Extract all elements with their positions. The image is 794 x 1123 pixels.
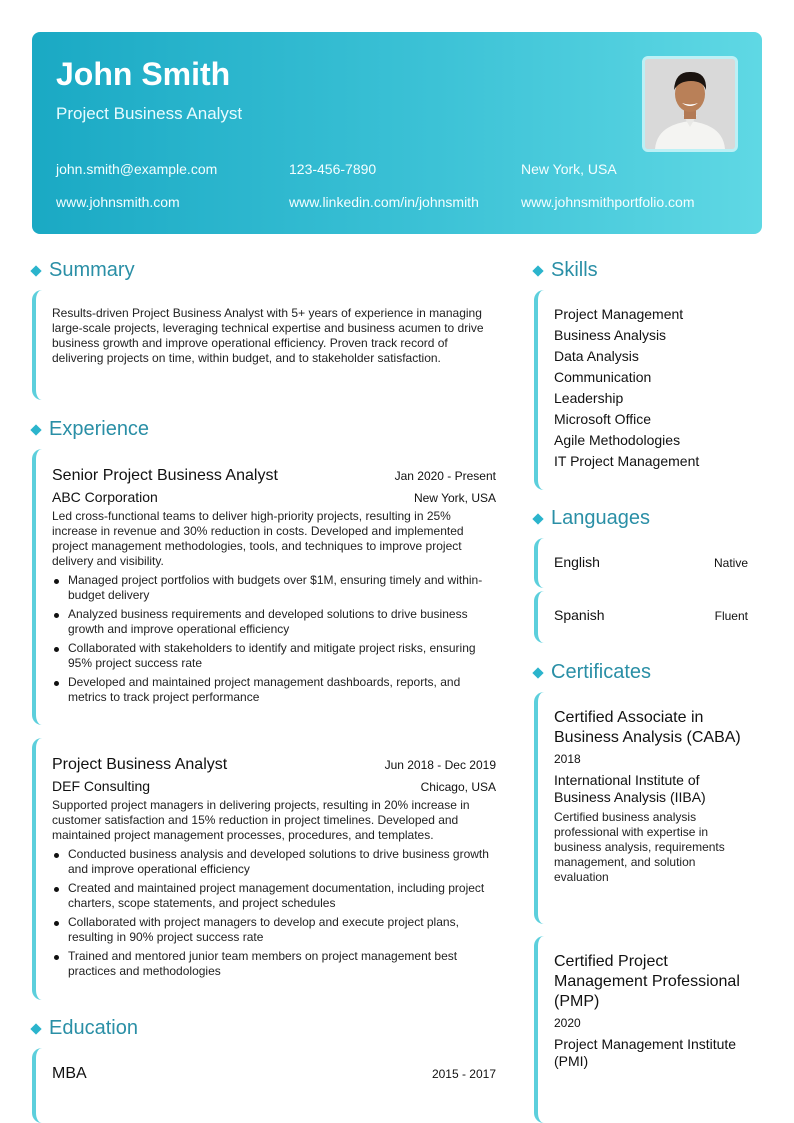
certificate-item xyxy=(534,692,748,924)
languages-heading xyxy=(534,507,650,530)
summary-card xyxy=(32,290,496,400)
list-item: Collaborated with project managers to develop and execute project plans, resulting in 90% project success rate xyxy=(52,915,496,945)
skill-item: Agile Methodologies xyxy=(554,432,681,448)
diamond-icon xyxy=(30,424,41,435)
diamond-icon xyxy=(30,1023,41,1034)
skill-item: Business Analysis xyxy=(554,327,667,343)
skills-title: Skills xyxy=(551,259,598,281)
certificate-org: Project Management Institute (PMI) xyxy=(554,1036,737,1069)
list-item: Managed project portfolios with budgets over $1M, ensuring timely and within-budget delivery xyxy=(52,573,496,603)
summary-title: Summary xyxy=(49,259,135,281)
job-bullets xyxy=(52,847,496,979)
contact-website[interactable]: www.johnsmith.com xyxy=(56,194,180,210)
skills-heading xyxy=(534,259,598,282)
job-dates: Jun 2018 - Dec 2019 xyxy=(384,758,496,772)
skills-card xyxy=(534,290,748,490)
language-row xyxy=(554,607,748,625)
candidate-name: John Smith xyxy=(56,56,231,92)
language-level: Native xyxy=(713,556,748,570)
certificate-name: Certified Project Management Professional (PMP) xyxy=(554,953,740,1010)
language-item xyxy=(534,591,748,643)
education-item xyxy=(32,1048,496,1123)
profile-photo xyxy=(642,56,738,152)
job-company: DEF Consulting xyxy=(52,778,151,794)
experience-title: Experience xyxy=(49,418,150,440)
contact-linkedin[interactable]: www.linkedin.com/in/johnsmith xyxy=(289,194,479,210)
contact-phone[interactable]: 123-456-7890 xyxy=(289,161,377,177)
education-row xyxy=(52,1065,496,1087)
job-header-row xyxy=(52,756,496,778)
job-title: Project Business Analyst xyxy=(52,756,228,773)
diamond-icon xyxy=(532,667,543,678)
languages-title: Languages xyxy=(551,507,650,529)
job-dates: Jan 2020 - Present xyxy=(394,469,496,483)
certificate-name: Certified Associate in Business Analysis (CABA) xyxy=(554,709,741,746)
language-level: Fluent xyxy=(714,609,748,623)
job-title: Senior Project Business Analyst xyxy=(52,467,278,484)
contact-portfolio[interactable]: www.johnsmithportfolio.com xyxy=(521,194,695,210)
language-name: Spanish xyxy=(554,607,605,623)
job-header-row xyxy=(52,467,496,489)
skill-item: Communication xyxy=(554,369,652,385)
experience-item xyxy=(32,449,496,725)
resume-header xyxy=(32,32,762,234)
portrait-icon xyxy=(645,59,735,149)
skill-item: Microsoft Office xyxy=(554,411,651,427)
candidate-title: Project Business Analyst xyxy=(56,104,243,123)
list-item: Created and maintained project management documentation, including project charters, scope statements, and project schedules xyxy=(52,881,496,911)
skill-item: Leadership xyxy=(554,390,624,406)
education-heading xyxy=(32,1017,138,1040)
diamond-icon xyxy=(532,513,543,524)
experience-item xyxy=(32,738,496,1000)
job-company: ABC Corporation xyxy=(52,489,158,505)
list-item: Conducted business analysis and developed solutions to drive business growth and improve operational efficiency xyxy=(52,847,496,877)
certificate-description: Certified business analysis professional with expertise in business analysis, requirements management, and solution evaluation xyxy=(554,810,725,884)
job-location: New York, USA xyxy=(413,491,496,505)
language-row xyxy=(554,554,748,572)
job-company-row xyxy=(52,778,496,798)
list-item: Developed and maintained project management dashboards, reports, and metrics to track project performance xyxy=(52,675,496,705)
job-company-row xyxy=(52,489,496,509)
language-name: English xyxy=(554,554,600,570)
diamond-icon xyxy=(30,265,41,276)
list-item: Collaborated with stakeholders to identify and mitigate project risks, ensuring 95% project success rate xyxy=(52,641,496,671)
skill-item: Data Analysis xyxy=(554,348,639,364)
contact-location: New York, USA xyxy=(521,161,617,177)
certificate-year: 2020 xyxy=(554,1016,581,1030)
experience-heading xyxy=(32,418,149,441)
summary-text: Results-driven Project Business Analyst with 5+ years of experience in managing large-scale projects, leveraging technical expertise and business acumen to drive business growth and improve operational efficiency. Proven track record of delivering projects on time, within budget, and to stakeholder satisfaction. xyxy=(52,306,484,365)
job-description: Supported project managers in delivering projects, resulting in 20% increase in customer satisfaction and 15% reduction in project timelines. Developed and maintained project management processes, procedures, and templates. xyxy=(52,798,470,842)
job-location: Chicago, USA xyxy=(420,780,496,794)
summary-heading xyxy=(32,259,135,282)
skill-item: IT Project Management xyxy=(554,453,700,469)
education-title: Education xyxy=(49,1017,138,1039)
certificate-item xyxy=(534,936,748,1123)
education-degree: MBA xyxy=(52,1065,87,1082)
education-dates: 2015 - 2017 xyxy=(431,1067,496,1081)
skill-item: Project Management xyxy=(554,306,684,322)
certificate-year: 2018 xyxy=(554,752,581,766)
certificates-heading xyxy=(534,661,651,684)
job-bullets xyxy=(52,573,496,705)
list-item: Trained and mentored junior team members on project management best practices and methodologies xyxy=(52,949,496,979)
job-description: Led cross-functional teams to deliver high-priority projects, resulting in 25% increase in revenue and 30% reduction in costs. Developed and implemented project management methodologies, tools, and techniques to improve project delivery and visibility. xyxy=(52,509,464,568)
contact-email[interactable]: john.smith@example.com xyxy=(56,161,218,177)
language-item xyxy=(534,538,748,588)
list-item: Analyzed business requirements and developed solutions to drive business growth and improve operational efficiency xyxy=(52,607,496,637)
certificates-title: Certificates xyxy=(551,661,652,683)
diamond-icon xyxy=(532,265,543,276)
certificate-org: International Institute of Business Analysis (IIBA) xyxy=(554,772,706,805)
